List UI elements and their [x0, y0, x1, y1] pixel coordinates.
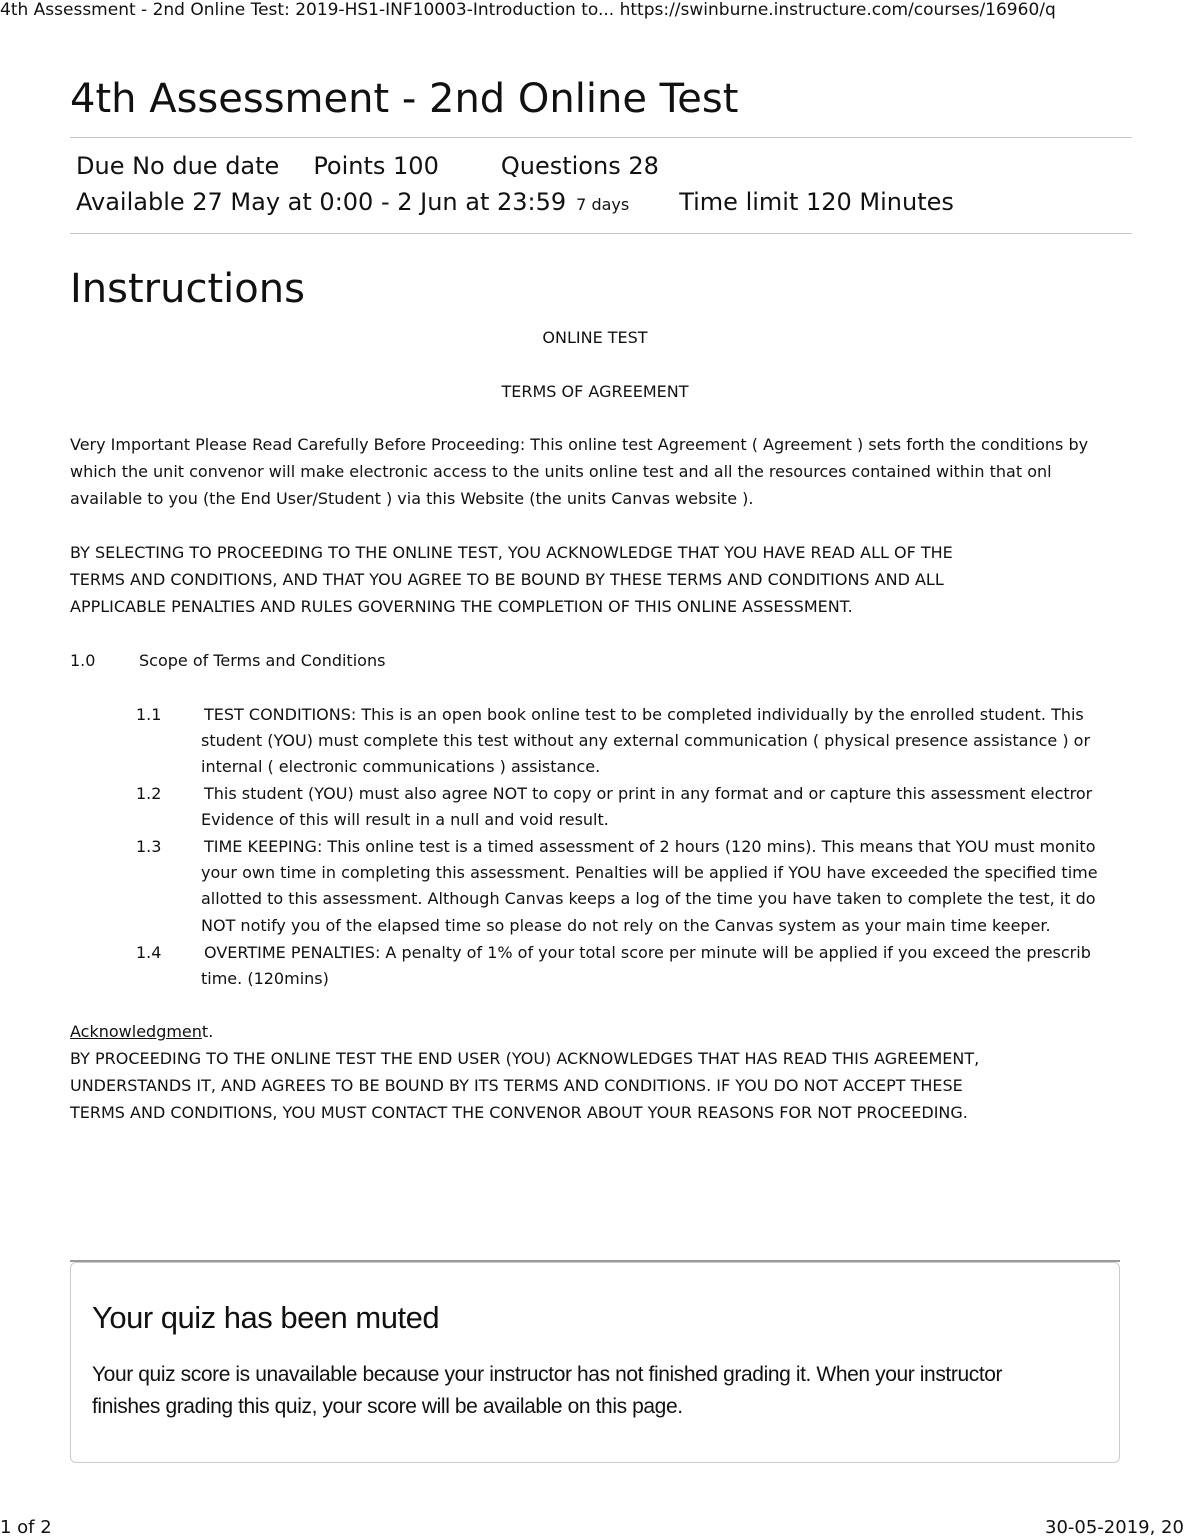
item-text: time. (120mins) — [201, 969, 329, 988]
section-number: 1.0 — [70, 651, 96, 670]
points: Points 100 — [313, 152, 439, 180]
available: Available 27 May at 0:00 - 2 Jun at 23:59 — [76, 188, 567, 216]
divider — [70, 137, 1132, 138]
terms-label: TERMS OF AGREEMENT — [501, 382, 689, 401]
print-header-title: 4th Assessment - 2nd Online Test: 2019-HS1-INF10003-Introduction to... — [0, 0, 615, 20]
instructions-heading: Instructions — [70, 266, 305, 312]
item-text: TIME KEEPING: This online test is a timed assessment of 2 hours (120 mins). This means that YOU must monito — [204, 837, 1096, 856]
acknowledgment-text: BY PROCEEDING TO THE ONLINE TEST THE END USER (YOU) ACKNOWLEDGES THAT HAS READ THIS AGREEMENT, — [70, 1049, 980, 1068]
para1-text: which the unit convenor will make electronic access to the units online test and all the resources contained within that onl — [70, 462, 1052, 481]
acknowledgment-heading — [70, 1022, 213, 1042]
para2-text: BY SELECTING TO PROCEEDING TO THE ONLINE TEST, YOU ACKNOWLEDGE THAT YOU HAVE READ ALL OF THE — [70, 543, 953, 562]
divider — [70, 233, 1132, 234]
acknowledgment-underlined: Acknowledgmen — [70, 1022, 202, 1041]
muted-text: finishes grading this quiz, your score will be available on this page. — [92, 1395, 683, 1418]
para1-text: This online test Agreement ( Agreement ) sets forth the conditions by — [530, 435, 1089, 454]
acknowledgment-text: TERMS AND CONDITIONS, YOU MUST CONTACT THE CONVENOR ABOUT YOUR REASONS FOR NOT PROCEEDING. — [70, 1103, 968, 1122]
page-title: 4th Assessment - 2nd Online Test — [70, 76, 739, 122]
online-test-label: ONLINE TEST — [542, 328, 648, 347]
item-text: student (YOU) must complete this test without any external communication ( physical presence assistance ) or — [201, 731, 1091, 750]
quiz-meta-row-1 — [76, 152, 659, 180]
item-text: This student (YOU) must also agree NOT to copy or print in any format and or capture this assessment electror — [204, 784, 1093, 803]
para1-lead: Very Important Please Read Carefully Before Proceeding: — [70, 435, 526, 454]
item-number: 1.2 — [136, 784, 162, 803]
item-number: 1.3 — [136, 837, 162, 856]
item-text: internal ( electronic communications ) assistance. — [201, 757, 601, 776]
item-number: 1.1 — [136, 705, 162, 724]
questions: Questions 28 — [500, 152, 659, 180]
print-date: 30-05-2019, 20 — [1045, 1517, 1184, 1538]
due-date: Due No due date — [76, 152, 280, 180]
page-number: 1 of 2 — [0, 1517, 52, 1538]
para2-text: APPLICABLE PENALTIES AND RULES GOVERNING THE COMPLETION OF THIS ONLINE ASSESSMENT. — [70, 597, 853, 616]
para2-text: TERMS AND CONDITIONS, AND THAT YOU AGREE TO BE BOUND BY THESE TERMS AND CONDITIONS AND ALL — [70, 570, 944, 589]
para1-first-line — [70, 435, 1088, 455]
print-header-url: https://swinburne.instructure.com/courses/16960/q — [619, 0, 1056, 20]
acknowledgment-rest: t. — [201, 1022, 214, 1041]
item-text: allotted to this assessment. Although Canvas keeps a log of the time you have taken to complete the test, it do — [201, 889, 1096, 908]
muted-text: Your quiz score is unavailable because your instructor has not finished grading it. When your instructor — [92, 1363, 1003, 1386]
para1-text: available to you (the End User/Student ) via this Website (the units Canvas website ). — [70, 489, 754, 508]
section-title: Scope of Terms and Conditions — [139, 651, 386, 670]
item-number: 1.4 — [136, 943, 162, 962]
muted-heading: Your quiz has been muted — [92, 1300, 440, 1335]
item-text: TEST CONDITIONS: This is an open book online test to be completed individually by the enrolled student. This — [204, 705, 1084, 724]
available-days: 7 days — [576, 195, 630, 214]
acknowledgment-text: UNDERSTANDS IT, AND AGREES TO BE BOUND BY ITS TERMS AND CONDITIONS. IF YOU DO NOT ACCEPT THESE — [70, 1076, 963, 1095]
item-text: OVERTIME PENALTIES: A penalty of 1% of your total score per minute will be applied if you exceed the prescrib — [204, 943, 1091, 962]
item-text: NOT notify you of the elapsed time so please do not rely on the Canvas system as your main time keeper. — [201, 916, 1051, 935]
time-limit: Time limit 120 Minutes — [679, 188, 954, 216]
print-header — [0, 0, 1056, 20]
item-text: Evidence of this will result in a null and void result. — [201, 810, 609, 829]
quiz-meta-row-2 — [76, 188, 954, 216]
item-text: your own time in completing this assessment. Penalties will be applied if YOU have exceeded the specified time — [201, 863, 1098, 882]
